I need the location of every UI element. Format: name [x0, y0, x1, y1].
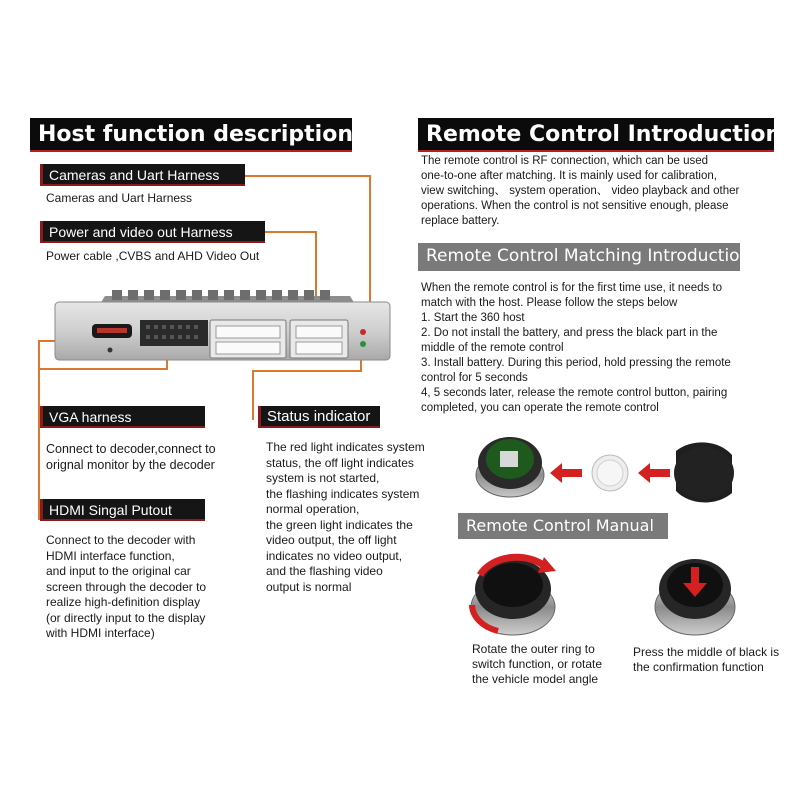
- press-caption: Press the middle of black is the confirmation function: [633, 645, 780, 674]
- status-led-red: [360, 329, 366, 335]
- remote-intro-text: The remote control is RF connection, which can be used one-to-one after matching. It is mainly used for calibration, view switching、 system operation、 video playback and other operations. When the control is not sensitive enough, please replace battery.: [421, 155, 740, 227]
- knob-rotate-illustration: [458, 545, 568, 640]
- power-harness-label: Power and video out Harness: [40, 221, 265, 243]
- cameras-harness-description: Cameras and Uart Harness: [46, 191, 193, 205]
- arrow-left-icon: [550, 463, 582, 483]
- knob-press-illustration: [645, 545, 745, 640]
- power-harness-description: Power cable ,CVBS and AHD Video Out: [46, 249, 260, 263]
- host-title: Host function description: [30, 118, 352, 152]
- vga-harness-label: VGA harness: [40, 406, 205, 428]
- battery-install-illustration: [470, 425, 740, 510]
- manual-section-title: Remote Control Manual: [458, 513, 668, 539]
- vga-port: [140, 320, 208, 346]
- hdmi-output-description: Connect to the decoder with HDMI interface function, and input to the original car screen through the decoder to realize high-definition display (or directly input to the display with HDMI interface): [46, 533, 207, 640]
- leader-line-power: [265, 231, 317, 233]
- matching-steps-text: When the remote control is for the first time use, it needs to match with the host. Please follow the steps below 1. Start the 360 host 2. Do not install the battery, and press the black part in the middle of the remote control 3. Install battery. During this period, hold pressing the remote control for 5 seconds 4, 5 seconds later, release the remote control button, pairing completed, you can operate the remote control: [421, 282, 731, 414]
- remote-title: Remote Control Introduction: [418, 118, 774, 152]
- leader-line-hdmi: [38, 340, 40, 520]
- status-led-green: [360, 341, 366, 347]
- leader-line-cameras: [245, 175, 371, 177]
- arrow-left-icon-2: [638, 463, 670, 483]
- matching-section-title: Remote Control Matching Introduction: [418, 243, 740, 271]
- vga-harness-description: Connect to decoder,connect to orignal monitor by the decoder: [46, 442, 216, 472]
- leader-line-status: [252, 370, 254, 420]
- status-indicator-label: Status indicator: [258, 406, 380, 428]
- hdmi-output-label: HDMI Singal Putout: [40, 499, 205, 521]
- status-indicator-description: The red light indicates system status, the off light indicates system is not started, the flashing indicates system normal operation, the green light indicates the video output, the off light indicates no video output, and the flashing video output is normal: [266, 440, 425, 594]
- rotate-caption: Rotate the outer ring to switch function, or rotate the vehicle model angle: [472, 642, 603, 686]
- host-device-illustration: [50, 282, 395, 362]
- cameras-harness-label: Cameras and Uart Harness: [40, 164, 245, 186]
